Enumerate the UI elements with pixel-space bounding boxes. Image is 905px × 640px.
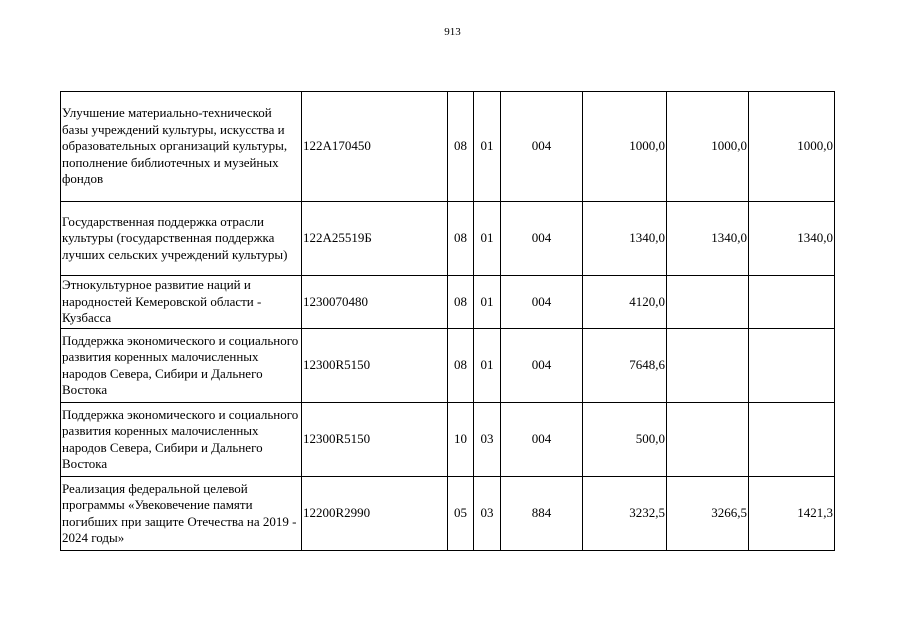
row-section-cell: 08 [448,329,474,403]
row-expense-type-cell: 004 [501,403,583,477]
row-section-cell: 08 [448,276,474,329]
table-row [61,92,835,202]
row-section-cell: 05 [448,477,474,551]
row-amount-year2-cell [667,403,749,477]
row-expense-type-cell: 004 [501,92,583,202]
page-number: 913 [444,26,461,38]
row-amount-year3-cell [749,276,835,329]
row-expense-type-cell: 004 [501,329,583,403]
row-expense-type-cell: 004 [501,276,583,329]
row-amount-year3-cell: 1421,3 [749,477,835,551]
row-name-cell: Поддержка экономического и социального развития коренных малочисленных народов Севера, Сибири и Дальнего Востока [61,329,302,403]
row-subsection-cell: 01 [474,329,501,403]
row-expense-type-cell: 004 [501,202,583,276]
row-amount-year3-cell [749,329,835,403]
row-name-cell: Улучшение материально-технической базы учреждений культуры, искусства и образовательных организаций культуры, пополнение библиотечных и музейных фондов [61,92,302,202]
row-name-cell: Реализация федеральной целевой программы «Увековечение памяти погибших при защите Отечества на 2019 - 2024 годы» [61,477,302,551]
table-row [61,202,835,276]
row-amount-year3-cell: 1340,0 [749,202,835,276]
row-amount-year1-cell: 1000,0 [583,92,667,202]
row-amount-year1-cell: 1340,0 [583,202,667,276]
row-amount-year2-cell: 1340,0 [667,202,749,276]
row-amount-year2-cell [667,329,749,403]
row-subsection-cell: 03 [474,403,501,477]
row-amount-year1-cell: 7648,6 [583,329,667,403]
row-amount-year2-cell [667,276,749,329]
row-amount-year3-cell: 1000,0 [749,92,835,202]
row-amount-year3-cell [749,403,835,477]
table-row [61,477,835,551]
row-section-cell: 10 [448,403,474,477]
row-name-cell: Поддержка экономического и социального развития коренных малочисленных народов Севера, Сибири и Дальнего Востока [61,403,302,477]
row-amount-year1-cell: 4120,0 [583,276,667,329]
table-row [61,403,835,477]
row-amount-year2-cell: 1000,0 [667,92,749,202]
table-row [61,329,835,403]
row-code-cell: 122А170450 [302,92,448,202]
row-code-cell: 122А25519Б [302,202,448,276]
row-amount-year2-cell: 3266,5 [667,477,749,551]
row-code-cell: 12300R5150 [302,329,448,403]
row-subsection-cell: 01 [474,276,501,329]
row-code-cell: 12200R2990 [302,477,448,551]
row-amount-year1-cell: 500,0 [583,403,667,477]
table-row [61,276,835,329]
row-amount-year1-cell: 3232,5 [583,477,667,551]
row-name-cell: Государственная поддержка отрасли культуры (государственная поддержка лучших сельских учреждений культуры) [61,202,302,276]
table-body [61,92,835,551]
budget-table [60,91,835,551]
row-code-cell: 12300R5150 [302,403,448,477]
row-section-cell: 08 [448,92,474,202]
row-section-cell: 08 [448,202,474,276]
row-subsection-cell: 01 [474,92,501,202]
row-subsection-cell: 01 [474,202,501,276]
row-name-cell: Этнокультурное развитие наций и народностей Кемеровской области - Кузбасса [61,276,302,329]
row-code-cell: 1230070480 [302,276,448,329]
row-expense-type-cell: 884 [501,477,583,551]
row-subsection-cell: 03 [474,477,501,551]
